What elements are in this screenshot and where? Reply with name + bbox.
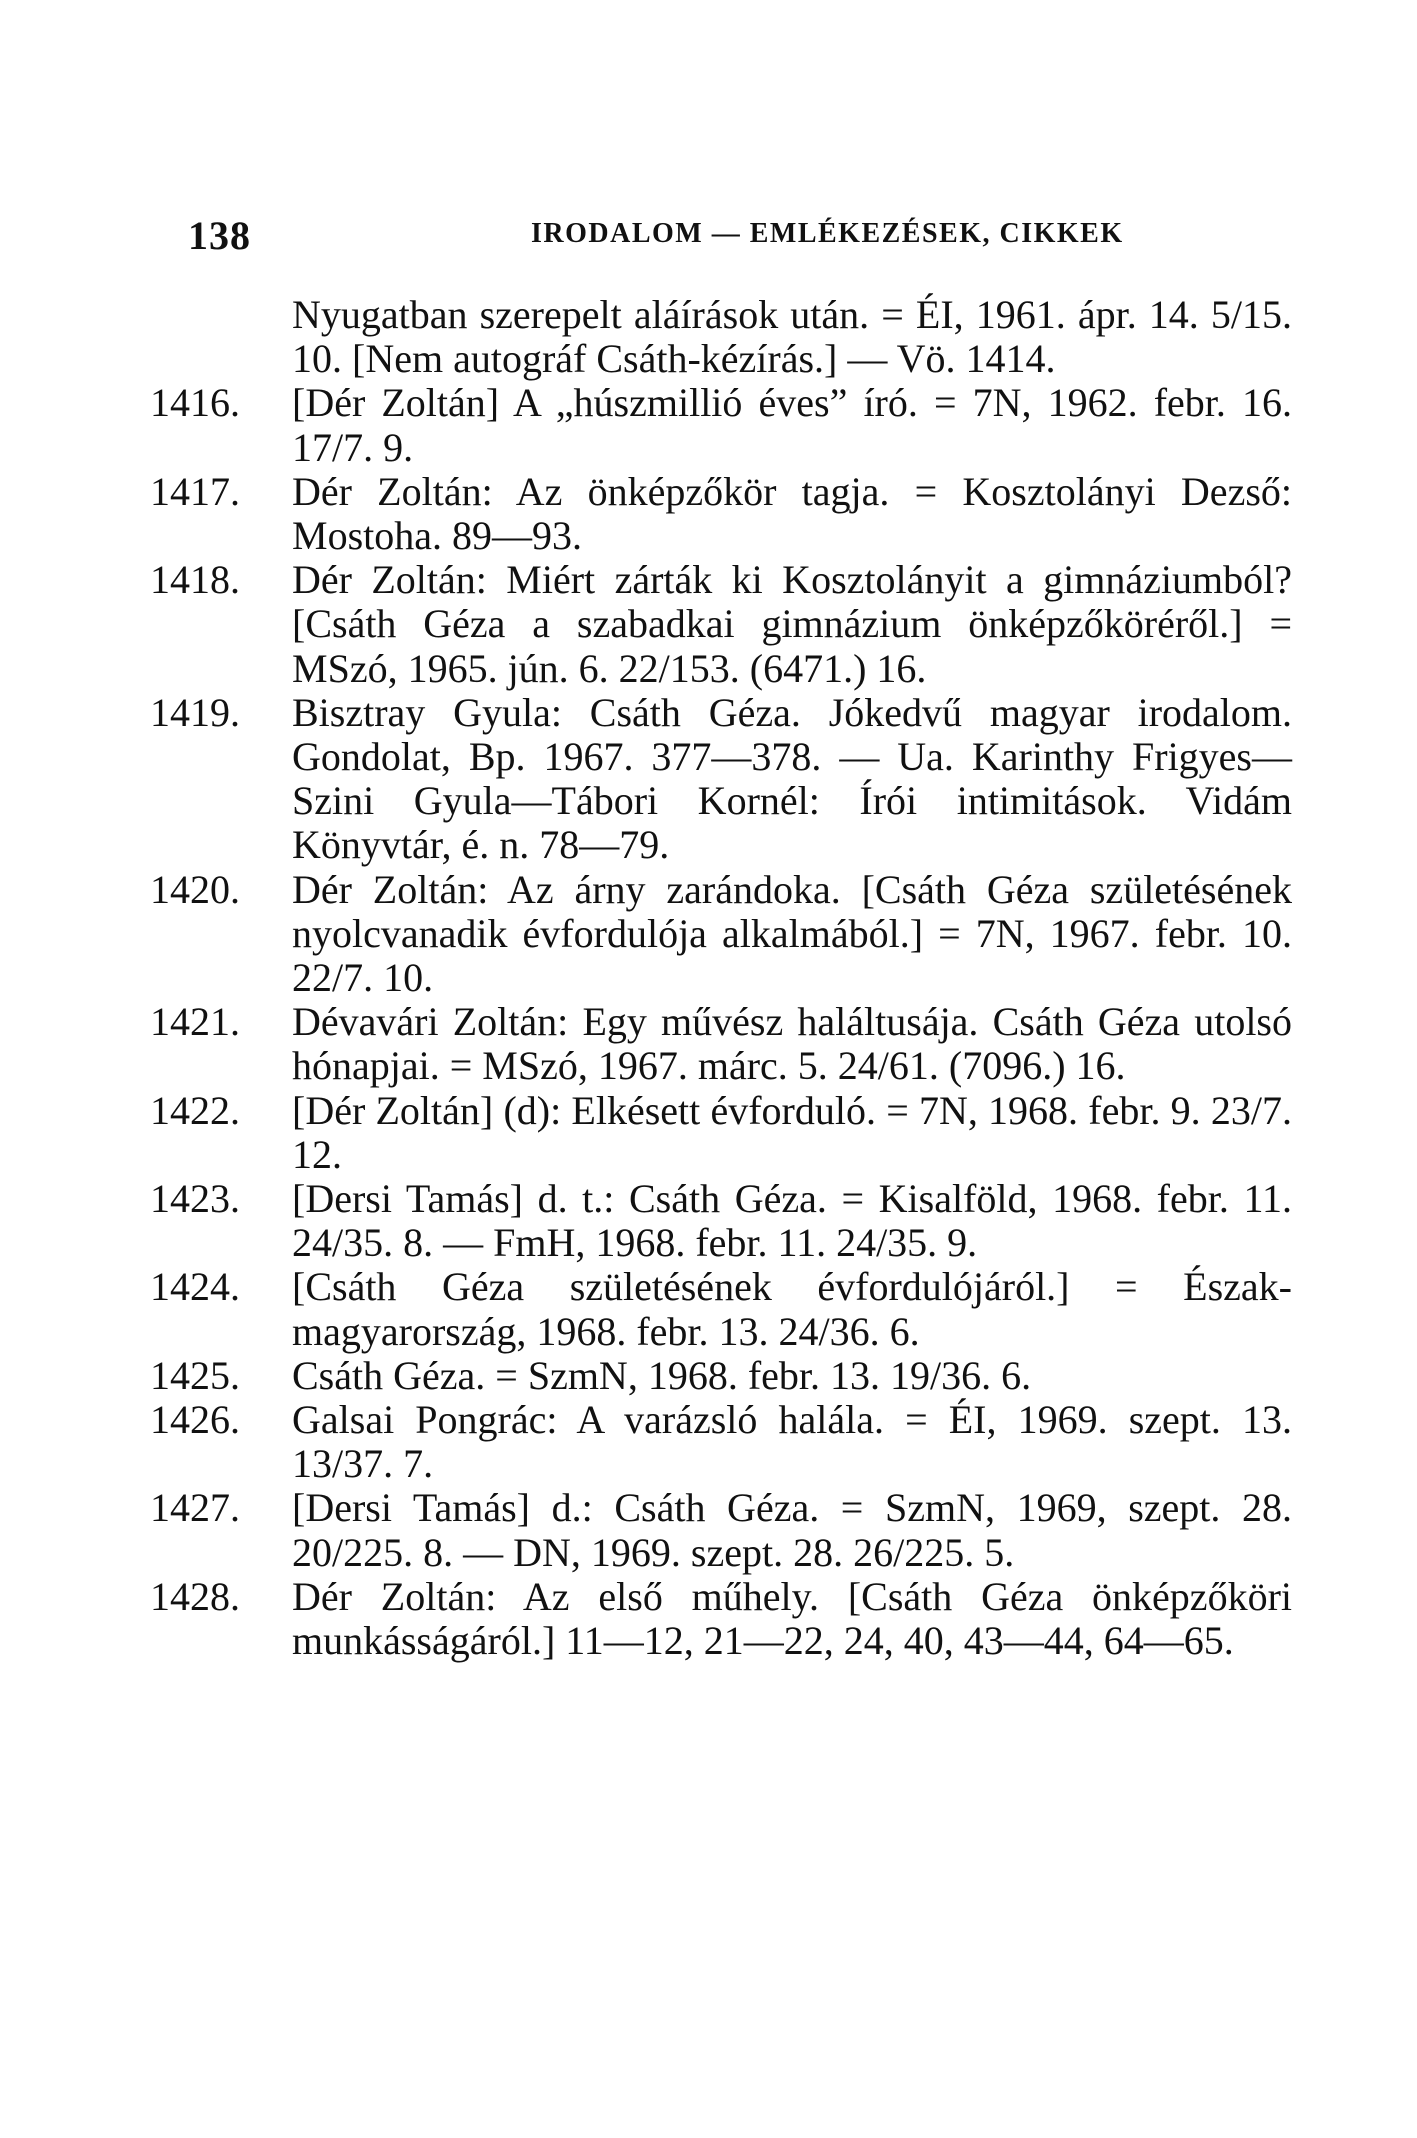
bibliography-entry — [150, 468, 1292, 559]
entry-number: 1417. — [150, 468, 240, 514]
bibliography-entry — [150, 292, 1292, 382]
entry-number: 1423. — [150, 1176, 240, 1222]
entry-text: [Csáth Géza születésének évfordulójáról.] = Észak-magyarország, 1968. febr. 13. 24/36. 6. — [292, 1264, 1292, 1354]
entry-number: 1425. — [150, 1352, 240, 1398]
bibliography-entry — [150, 380, 1292, 470]
entry-text: Dér Zoltán: Az önképzőkör tagja. = Kosztolányi Dezső: Mostoha. 89—93. — [292, 468, 1292, 559]
section-title: IRODALOM — EMLÉKEZÉSEK, CIKKEK — [531, 218, 1124, 249]
entry-text: Nyugatban szerepelt aláírások után. = ÉI, 1961. ápr. 14. 5/15. 10. [Nem autográf Csáth-kézírás.] — Vö. 1414. — [292, 292, 1292, 382]
entry-text: Csáth Géza. = SzmN, 1968. febr. 13. 19/36. 6. — [292, 1352, 1032, 1398]
entry-text: Galsai Pongrác: A varázsló halála. = ÉI, 1969. szept. 13. 13/37. 7. — [292, 1397, 1292, 1487]
bibliography-entry — [150, 1264, 1292, 1354]
entry-text: Dér Zoltán: Az első műhely. [Csáth Géza önképzőköri munkásságáról.] 11—12, 21—22, 24, 40, 43—44, 64—65. — [292, 1573, 1292, 1664]
entry-number: 1427. — [150, 1485, 240, 1531]
entry-number: 1419. — [150, 689, 240, 735]
bibliography-entry — [150, 689, 1292, 868]
bibliography-entry — [150, 1485, 1292, 1575]
entry-text: Dévavári Zoltán: Egy művész haláltusája. Csáth Géza utolsó hónapjai. = MSzó, 1967. márc. 5. 24/61. (7096.) 16. — [292, 999, 1292, 1089]
entry-text: [Dersi Tamás] d. t.: Csáth Géza. = Kisalföld, 1968. febr. 11. 24/35. 8. — FmH, 1968. febr. 11. 24/35. 9. — [292, 1176, 1292, 1266]
entry-text: [Dersi Tamás] d.: Csáth Géza. = SzmN, 1969, szept. 28. 20/225. 8. — DN, 1969. szept. 28. 26/225. 5. — [292, 1485, 1292, 1575]
bibliography-entry — [150, 1354, 1240, 1398]
entry-text: [Dér Zoltán] (d): Elkésett évforduló. = 7N, 1968. febr. 9. 23/7. 12. — [292, 1087, 1292, 1177]
page-number: 138 — [188, 213, 251, 258]
entry-text: Dér Zoltán: Miért zárták ki Kosztolányit a gimnáziumból? [Csáth Géza a szabadkai gimnázium önképzőköréről.] = MSzó, 1965. jún. 6. 22/153. (6471.) 16. — [292, 557, 1292, 691]
entry-text: [Dér Zoltán] A „húszmillió éves” író. = 7N, 1962. febr. 16. 17/7. 9. — [292, 380, 1292, 470]
entry-number: 1428. — [150, 1573, 240, 1619]
bibliography-list — [150, 292, 1292, 1664]
entry-number: 1420. — [150, 866, 240, 912]
entry-number: 1416. — [150, 380, 240, 426]
entry-number: 1421. — [150, 999, 240, 1045]
bibliography-entry — [150, 1573, 1292, 1664]
entry-number: 1426. — [150, 1397, 240, 1443]
entry-number: 1418. — [150, 557, 240, 603]
entry-number: 1422. — [150, 1087, 240, 1133]
bibliography-entry — [150, 1087, 1292, 1177]
entry-number: 1424. — [150, 1264, 240, 1310]
bibliography-entry — [150, 999, 1292, 1089]
bibliography-entry — [150, 1176, 1292, 1266]
entry-text: Bisztray Gyula: Csáth Géza. Jókedvű magyar irodalom. Gondolat, Bp. 1967. 377—378. — Ua. Karinthy Frigyes—Szini Gyula—Tábori Kornél: Írói intimitások. Vidám Könyvtár, é. n. 78—79. — [292, 689, 1292, 868]
bibliography-entry — [150, 557, 1292, 691]
bibliography-entry — [150, 1397, 1292, 1487]
running-head — [188, 212, 1208, 256]
bibliography-entry — [150, 866, 1292, 1001]
entry-text: Dér Zoltán: Az árny zarándoka. [Csáth Géza születésének nyolcvanadik évfordulója alkalmából.] = 7N, 1967. febr. 10. 22/7. 10. — [292, 866, 1292, 1001]
